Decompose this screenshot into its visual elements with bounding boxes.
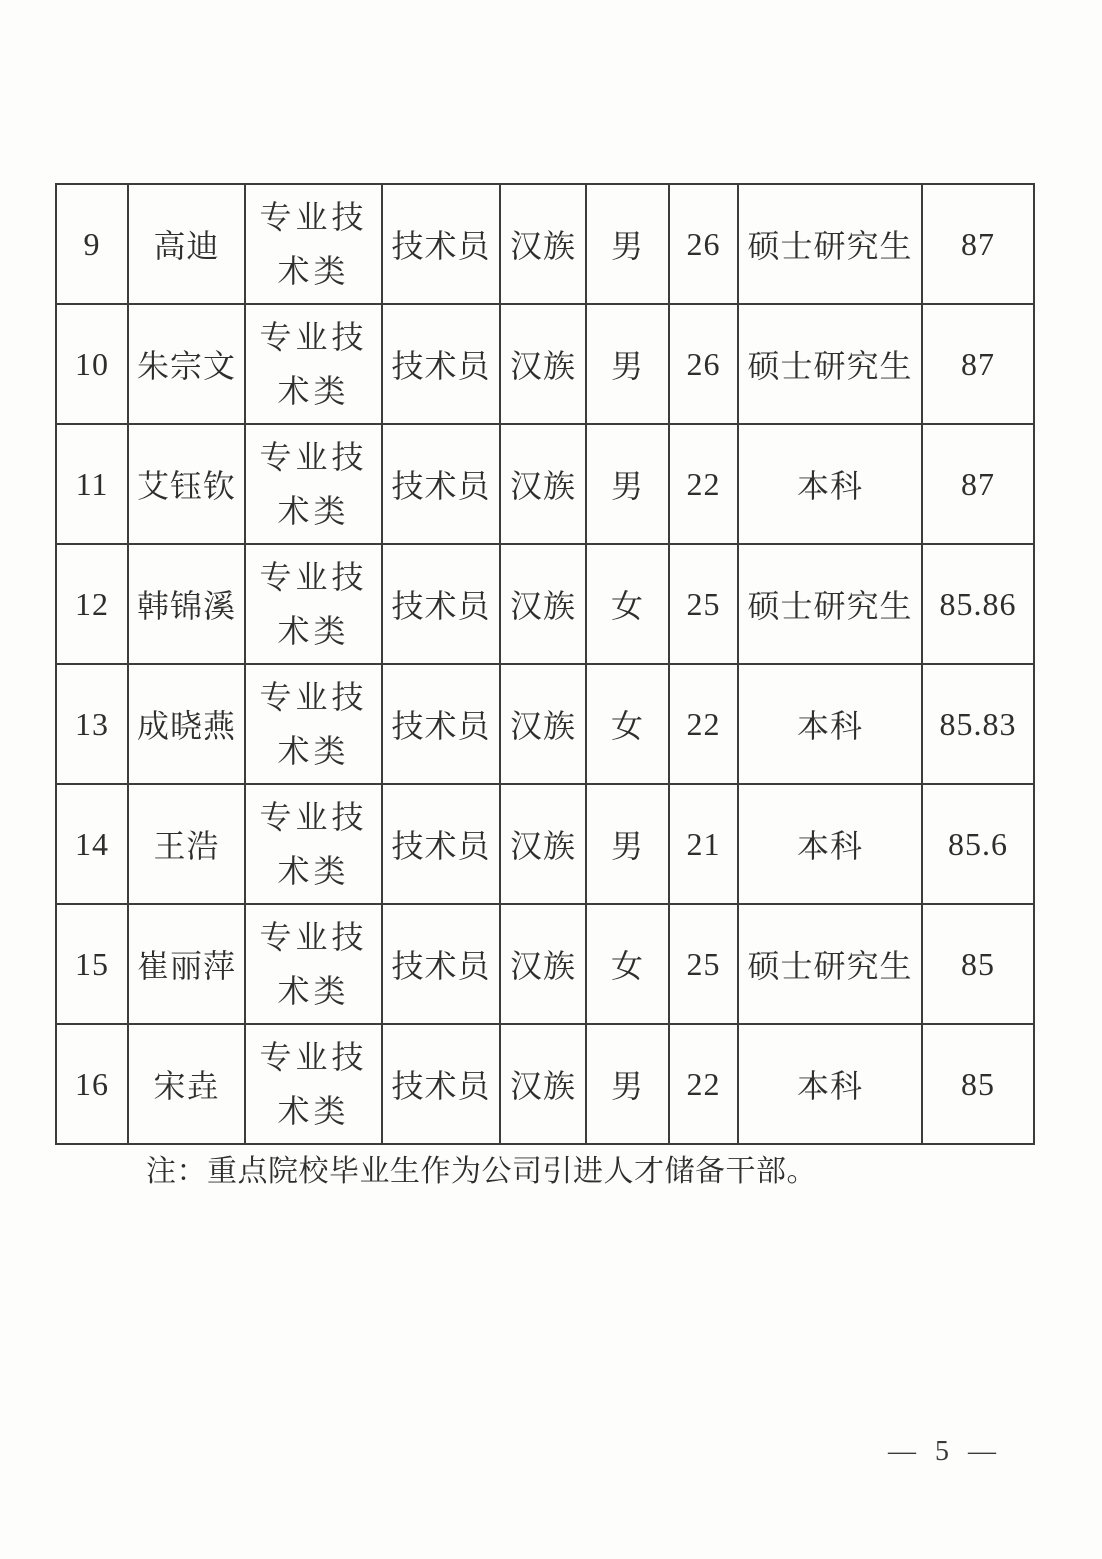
cell-score: 87 (922, 424, 1034, 544)
cell-no: 11 (56, 424, 128, 544)
cell-no: 9 (56, 184, 128, 304)
cell-education: 本科 (738, 1024, 922, 1144)
cell-category (245, 1024, 382, 1144)
cell-name: 朱宗文 (128, 304, 245, 424)
cell-position: 技术员 (382, 424, 500, 544)
cell-age: 22 (669, 1024, 738, 1144)
cell-no: 14 (56, 784, 128, 904)
footnote-text: 注：重点院校毕业生作为公司引进人才储备干部。 (146, 1155, 817, 1188)
table-row (56, 304, 1034, 424)
cell-age: 25 (669, 544, 738, 664)
category-text: 专业技术类 (259, 439, 368, 529)
cell-education: 本科 (738, 424, 922, 544)
cell-name: 王浩 (128, 784, 245, 904)
cell-gender: 女 (586, 544, 669, 664)
category-text: 专业技术类 (259, 919, 368, 1009)
cell-ethnicity: 汉族 (500, 664, 586, 784)
cell-position: 技术员 (382, 664, 500, 784)
table-row (56, 904, 1034, 1024)
cell-ethnicity: 汉族 (500, 424, 586, 544)
cell-score: 85.83 (922, 664, 1034, 784)
category-text: 专业技术类 (259, 1039, 368, 1129)
cell-category (245, 304, 382, 424)
cell-position: 技术员 (382, 304, 500, 424)
cell-score: 85.86 (922, 544, 1034, 664)
cell-gender: 男 (586, 784, 669, 904)
cell-position: 技术员 (382, 1024, 500, 1144)
table-row (56, 424, 1034, 544)
cell-name: 韩锦溪 (128, 544, 245, 664)
cell-position: 技术员 (382, 544, 500, 664)
table-row (56, 184, 1034, 304)
cell-position: 技术员 (382, 904, 500, 1024)
cell-no: 16 (56, 1024, 128, 1144)
cell-name: 艾钰钦 (128, 424, 245, 544)
cell-ethnicity: 汉族 (500, 544, 586, 664)
cell-category (245, 184, 382, 304)
table-row (56, 544, 1034, 664)
cell-score: 85 (922, 1024, 1034, 1144)
cell-gender: 女 (586, 664, 669, 784)
category-text: 专业技术类 (259, 199, 368, 289)
cell-education: 硕士研究生 (738, 904, 922, 1024)
cell-age: 26 (669, 184, 738, 304)
cell-gender: 男 (586, 1024, 669, 1144)
category-text: 专业技术类 (259, 559, 368, 649)
cell-education: 本科 (738, 664, 922, 784)
cell-ethnicity: 汉族 (500, 1024, 586, 1144)
cell-education: 硕士研究生 (738, 184, 922, 304)
cell-no: 12 (56, 544, 128, 664)
cell-no: 10 (56, 304, 128, 424)
cell-name: 高迪 (128, 184, 245, 304)
table-row (56, 1024, 1034, 1144)
cell-education: 本科 (738, 784, 922, 904)
cell-gender: 男 (586, 184, 669, 304)
cell-category (245, 784, 382, 904)
cell-age: 26 (669, 304, 738, 424)
cell-age: 22 (669, 664, 738, 784)
cell-gender: 男 (586, 424, 669, 544)
cell-score: 87 (922, 184, 1034, 304)
cell-category (245, 904, 382, 1024)
cell-education: 硕士研究生 (738, 304, 922, 424)
table-row (56, 784, 1034, 904)
cell-category (245, 544, 382, 664)
category-text: 专业技术类 (259, 319, 368, 409)
table-row (56, 664, 1034, 784)
cell-education: 硕士研究生 (738, 544, 922, 664)
cell-ethnicity: 汉族 (500, 184, 586, 304)
cell-category (245, 424, 382, 544)
cell-score: 87 (922, 304, 1034, 424)
cell-name: 崔丽萍 (128, 904, 245, 1024)
cell-position: 技术员 (382, 784, 500, 904)
page-number: — 5 — (888, 1436, 1002, 1467)
cell-score: 85 (922, 904, 1034, 1024)
cell-position: 技术员 (382, 184, 500, 304)
cell-gender: 女 (586, 904, 669, 1024)
category-text: 专业技术类 (259, 679, 368, 769)
cell-no: 13 (56, 664, 128, 784)
cell-category (245, 664, 382, 784)
cell-ethnicity: 汉族 (500, 304, 586, 424)
cell-no: 15 (56, 904, 128, 1024)
cell-gender: 男 (586, 304, 669, 424)
candidate-table (55, 183, 1035, 1145)
cell-ethnicity: 汉族 (500, 904, 586, 1024)
cell-ethnicity: 汉族 (500, 784, 586, 904)
cell-age: 25 (669, 904, 738, 1024)
cell-score: 85.6 (922, 784, 1034, 904)
cell-name: 宋垚 (128, 1024, 245, 1144)
cell-age: 22 (669, 424, 738, 544)
cell-age: 21 (669, 784, 738, 904)
cell-name: 成晓燕 (128, 664, 245, 784)
category-text: 专业技术类 (259, 799, 368, 889)
